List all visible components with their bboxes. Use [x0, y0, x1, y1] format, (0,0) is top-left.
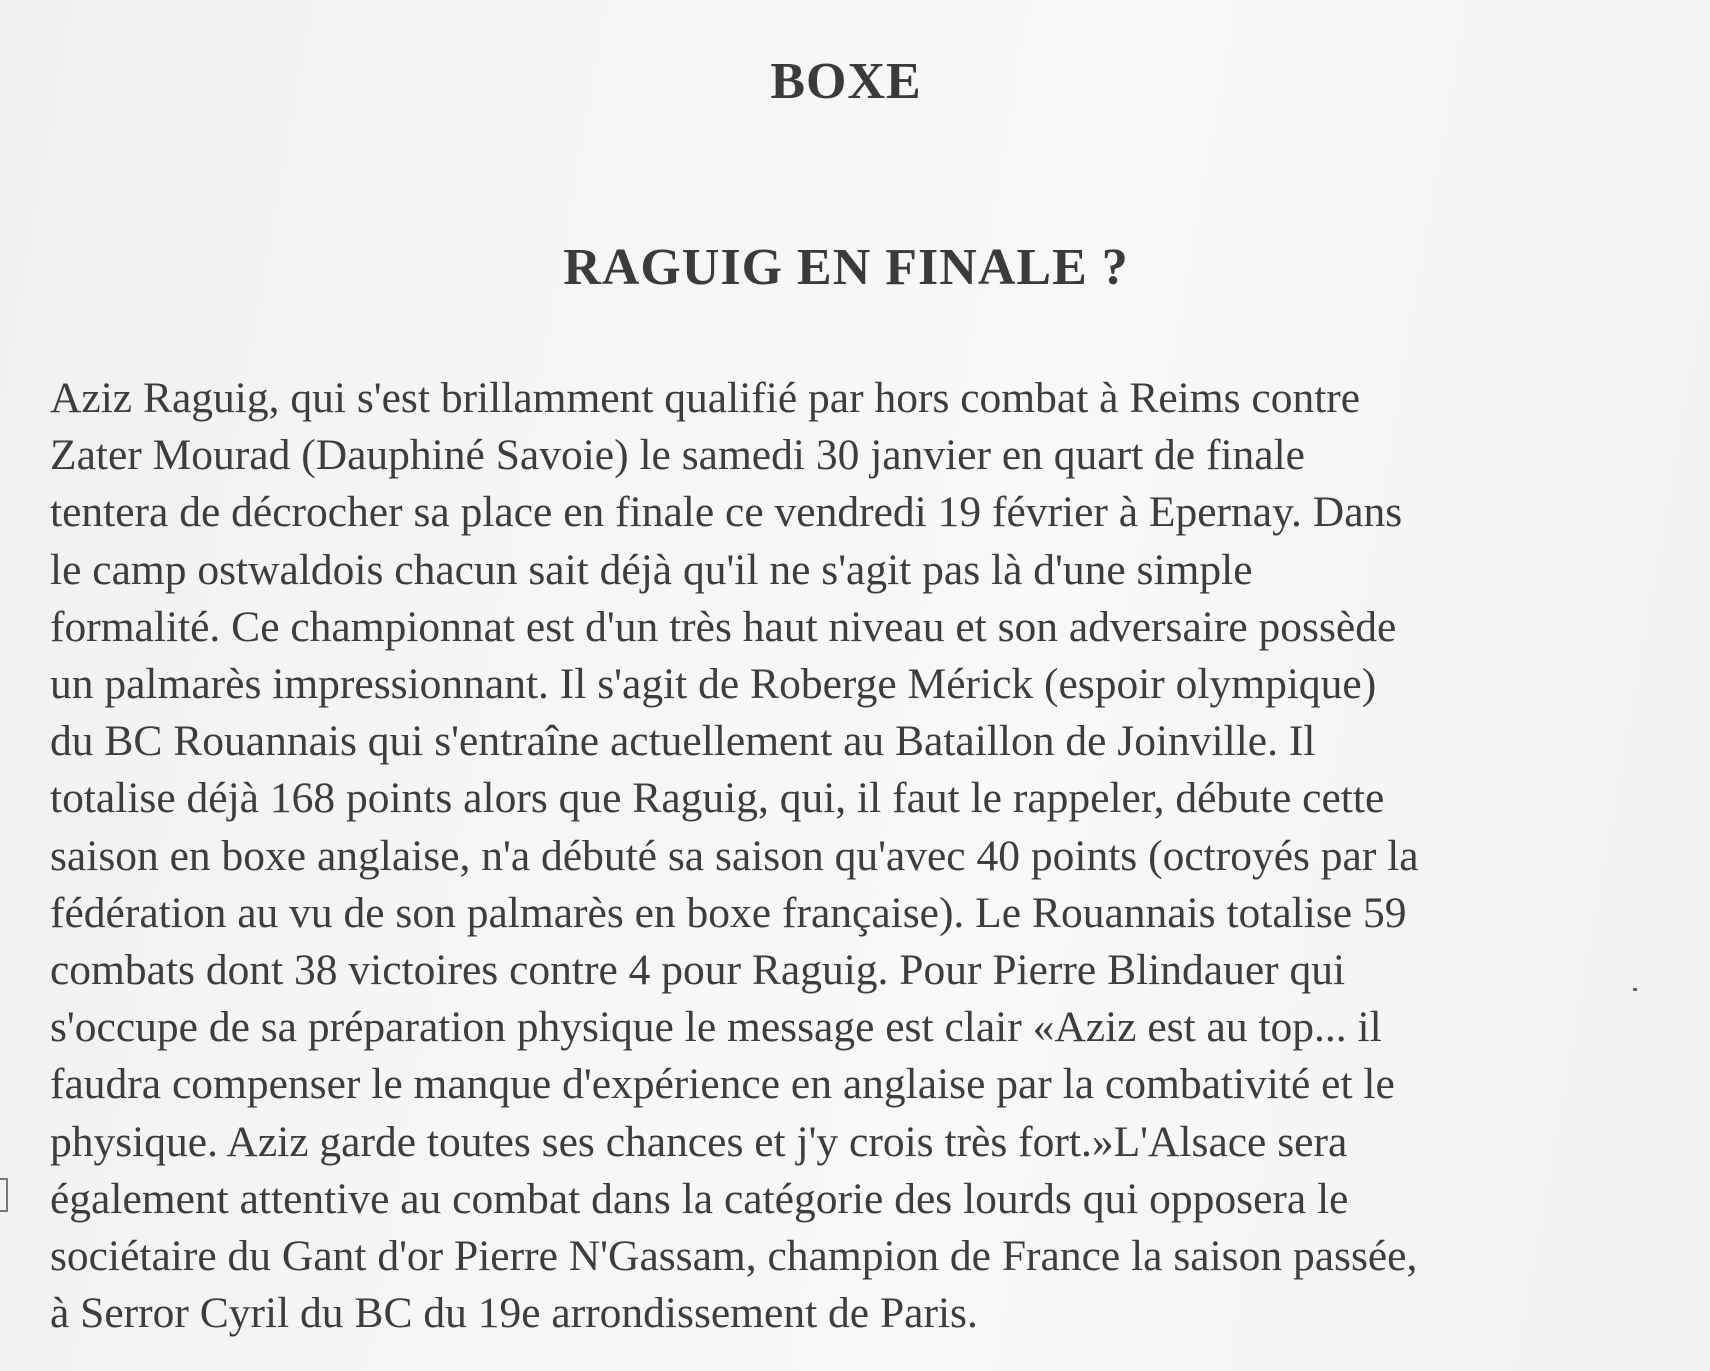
body-line: tentera de décrocher sa place en finale ce vendredi 19 février à Epernay. Dans: [50, 488, 1403, 537]
body-line: sociétaire du Gant d'or Pierre N'Gassam, champion de France la saison passée,: [50, 1232, 1418, 1281]
body-line: physique. Aziz garde toutes ses chances et j'y crois très fort.»L'Alsace sera: [50, 1117, 1348, 1166]
scan-margin-mark: [0, 1178, 8, 1212]
article-headline: RAGUIG EN FINALE ?: [563, 239, 1129, 296]
scan-speck: [1633, 988, 1637, 991]
body-line: faudra compenser le manque d'expérience en anglaise par la combativité et le: [50, 1060, 1395, 1109]
article-body: [50, 370, 1680, 1342]
body-line: Zater Mourad (Dauphiné Savoie) le samedi 30 janvier en quart de finale: [50, 431, 1305, 480]
body-line: formalité. Ce championnat est d'un très haut niveau et son adversaire possède: [50, 602, 1397, 651]
body-line: fédération au vu de son palmarès en boxe française). Le Rouannais totalise 59: [50, 888, 1407, 937]
body-line: du BC Rouannais qui s'entraîne actuellement au Bataillon de Joinville. Il: [50, 717, 1316, 766]
body-line: un palmarès impressionnant. Il s'agit de Roberge Mérick (espoir olympique): [50, 660, 1377, 709]
section-title: BOXE: [770, 53, 922, 110]
body-line: le camp ostwaldois chacun sait déjà qu'il ne s'agit pas là d'une simple: [50, 545, 1253, 594]
body-line: également attentive au combat dans la catégorie des lourds qui opposera le: [50, 1174, 1349, 1223]
body-line: s'occupe de sa préparation physique le message est clair «Aziz est au top... il: [50, 1003, 1382, 1052]
body-line: saison en boxe anglaise, n'a débuté sa saison qu'avec 40 points (octroyés par la: [50, 831, 1419, 880]
body-line: totalise déjà 168 points alors que Raguig, qui, il faut le rappeler, débute cette: [50, 774, 1385, 823]
body-line: à Serror Cyril du BC du 19e arrondissement de Paris.: [50, 1289, 978, 1338]
body-line: Aziz Raguig, qui s'est brillamment qualifié par hors combat à Reims contre: [50, 374, 1361, 422]
body-line: combats dont 38 victoires contre 4 pour Raguig. Pour Pierre Blindauer qui: [50, 946, 1346, 995]
